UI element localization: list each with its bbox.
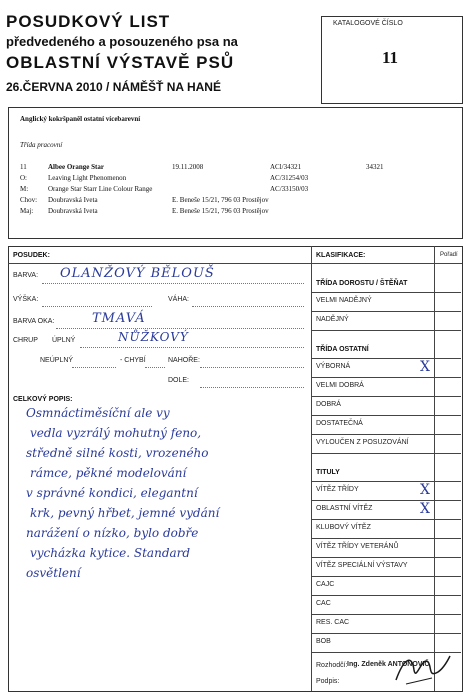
form-title: POSUDKOVÝ LIST xyxy=(6,12,171,31)
dog-row-name: Orange Star Starr Line Colour Range xyxy=(48,185,153,193)
description-line: vycházka kytice. Standard xyxy=(30,546,191,560)
barva-oka-label: BARVA OKA: xyxy=(13,318,55,325)
klasifikace-group-title: TŘÍDA DOROSTU / ŠTĚŇAT xyxy=(316,280,408,287)
nahore-label: NAHOŘE: xyxy=(168,357,200,364)
klasifikace-item: BOB xyxy=(316,638,331,645)
description-line: osvětlení xyxy=(26,566,81,580)
klasifikace-mark: X xyxy=(420,482,430,498)
dog-row-key: O: xyxy=(20,174,27,182)
klasifikace-mark: X xyxy=(420,501,430,517)
neuplny-label: NEÚPLNÝ xyxy=(40,357,74,364)
form-subtitle: předvedeného a posouzeného psa na xyxy=(6,34,238,49)
catalog-number: 11 xyxy=(382,48,399,67)
dog-row-reg: ACl/34321 xyxy=(270,163,302,171)
dog-class: Třída pracovní xyxy=(20,141,63,149)
description-line: Osmnáctiměsíční ale vy xyxy=(26,406,170,420)
klasifikace-item: VÍTĚZ SPECIÁLNÍ VÝSTAVY xyxy=(316,562,408,569)
klasifikace-mark: X xyxy=(420,359,430,375)
klasifikace-item: RES. CAC xyxy=(316,619,350,626)
dog-row-extra: 34321 xyxy=(366,163,384,171)
chrup-label: CHRUP xyxy=(13,337,38,344)
klasifikace-item: DOSTATEČNÁ xyxy=(316,420,363,427)
chrup-value: NŮŽKOVÝ xyxy=(118,330,189,344)
catalog-number-label: KATALOGOVÉ ČÍSLO xyxy=(333,20,403,27)
klasifikace-item: VÍTĚZ TŘÍDY xyxy=(316,486,359,493)
klasifikace-item: OBLASTNÍ VÍTĚZ xyxy=(316,505,373,512)
klasifikace-item: NADĚJNÝ xyxy=(316,316,349,323)
klasifikace-item: VÍTĚZ TŘÍDY VETERÁNŮ xyxy=(316,543,399,550)
uplny-label: ÚPLNÝ xyxy=(52,337,76,344)
klasifikace-item: VÝBORNÁ xyxy=(316,363,351,370)
show-date-place: 26.ČERVNA 2010 / NÁMĚŠŤ NA HANÉ xyxy=(6,80,221,94)
vyska-label: VÝŠKA: xyxy=(13,296,39,303)
description-line: středně silné kosti, vrozeného xyxy=(26,446,209,460)
description-line: krk, pevný hřbet, jemné vydání xyxy=(30,506,220,520)
dog-info-box xyxy=(8,107,463,239)
dog-row-address: E. Beneše 15/21, 796 03 Prostějov xyxy=(172,207,269,215)
dog-row-name: Doubravská Iveta xyxy=(48,196,98,204)
poradi-label: Pořadí xyxy=(440,252,458,258)
klasifikace-item: DOBRÁ xyxy=(316,401,341,408)
judge-signature xyxy=(392,648,452,688)
chybi-label: - CHYBÍ xyxy=(120,357,146,364)
show-name: OBLASTNÍ VÝSTAVĚ PSŮ xyxy=(6,53,235,72)
description-line: vedla vyzrálý mohutný feno, xyxy=(30,426,202,440)
barva-oka-value: TMAVÁ xyxy=(92,311,146,326)
klasifikace-item: VYLOUČEN Z POSUZOVÁNÍ xyxy=(316,439,409,446)
dog-row-key: 11 xyxy=(20,163,27,171)
klasifikace-group-title: TITULY xyxy=(316,469,340,476)
dog-row-key: Maj: xyxy=(20,207,34,215)
klasifikace-item: VELMI DOBRÁ xyxy=(316,382,364,389)
rozhodci-name: Ing. Zdeněk ANTONOVIČ xyxy=(347,661,430,668)
dog-row-name: Doubravská Iveta xyxy=(48,207,98,215)
barva-value: OLANŽOVÝ BĚLOUŠ xyxy=(60,266,215,281)
dog-row-key: Chov: xyxy=(20,196,38,204)
klasifikace-item: CAJC xyxy=(316,581,335,588)
dog-row-key: M: xyxy=(20,185,29,193)
dole-label: DOLE: xyxy=(168,377,190,384)
description-line: narážení o nízko, bylo dobře xyxy=(26,526,199,540)
vaha-label: VÁHA: xyxy=(168,296,190,303)
dog-row-name: Leaving Light Phenomenon xyxy=(48,174,127,182)
klasifikace-item: KLUBOVÝ VÍTĚZ xyxy=(316,524,371,531)
dog-row-reg: AC/31254/03 xyxy=(270,174,309,182)
klasifikace-title: KLASIFIKACE: xyxy=(316,252,366,259)
klasifikace-group-title: TŘÍDA OSTATNÍ xyxy=(316,346,369,353)
dog-row-address: E. Beneše 15/21, 796 03 Prostějov xyxy=(172,196,269,204)
barva-label: BARVA: xyxy=(13,272,39,279)
podpis-label: Podpis: xyxy=(316,678,340,685)
dog-row-date: 19.11.2008 xyxy=(172,163,204,171)
dog-row-reg: AC/33150/03 xyxy=(270,185,309,193)
posudek-title: POSUDEK: xyxy=(13,252,50,259)
celkovy-popis-label: CELKOVÝ POPIS: xyxy=(13,396,73,403)
rozhodci-label: Rozhodčí: xyxy=(316,662,348,669)
dog-row-name: Albee Orange Star xyxy=(48,163,104,171)
description-line: v správné kondici, elegantní xyxy=(26,486,198,500)
breed: Anglický kokršpaněl ostatní vícebarevní xyxy=(20,115,141,123)
klasifikace-item: VELMI NADĚJNÝ xyxy=(316,297,372,304)
klasifikace-item: CAC xyxy=(316,600,331,607)
description-line: rámce, pěkné modelování xyxy=(30,466,187,480)
